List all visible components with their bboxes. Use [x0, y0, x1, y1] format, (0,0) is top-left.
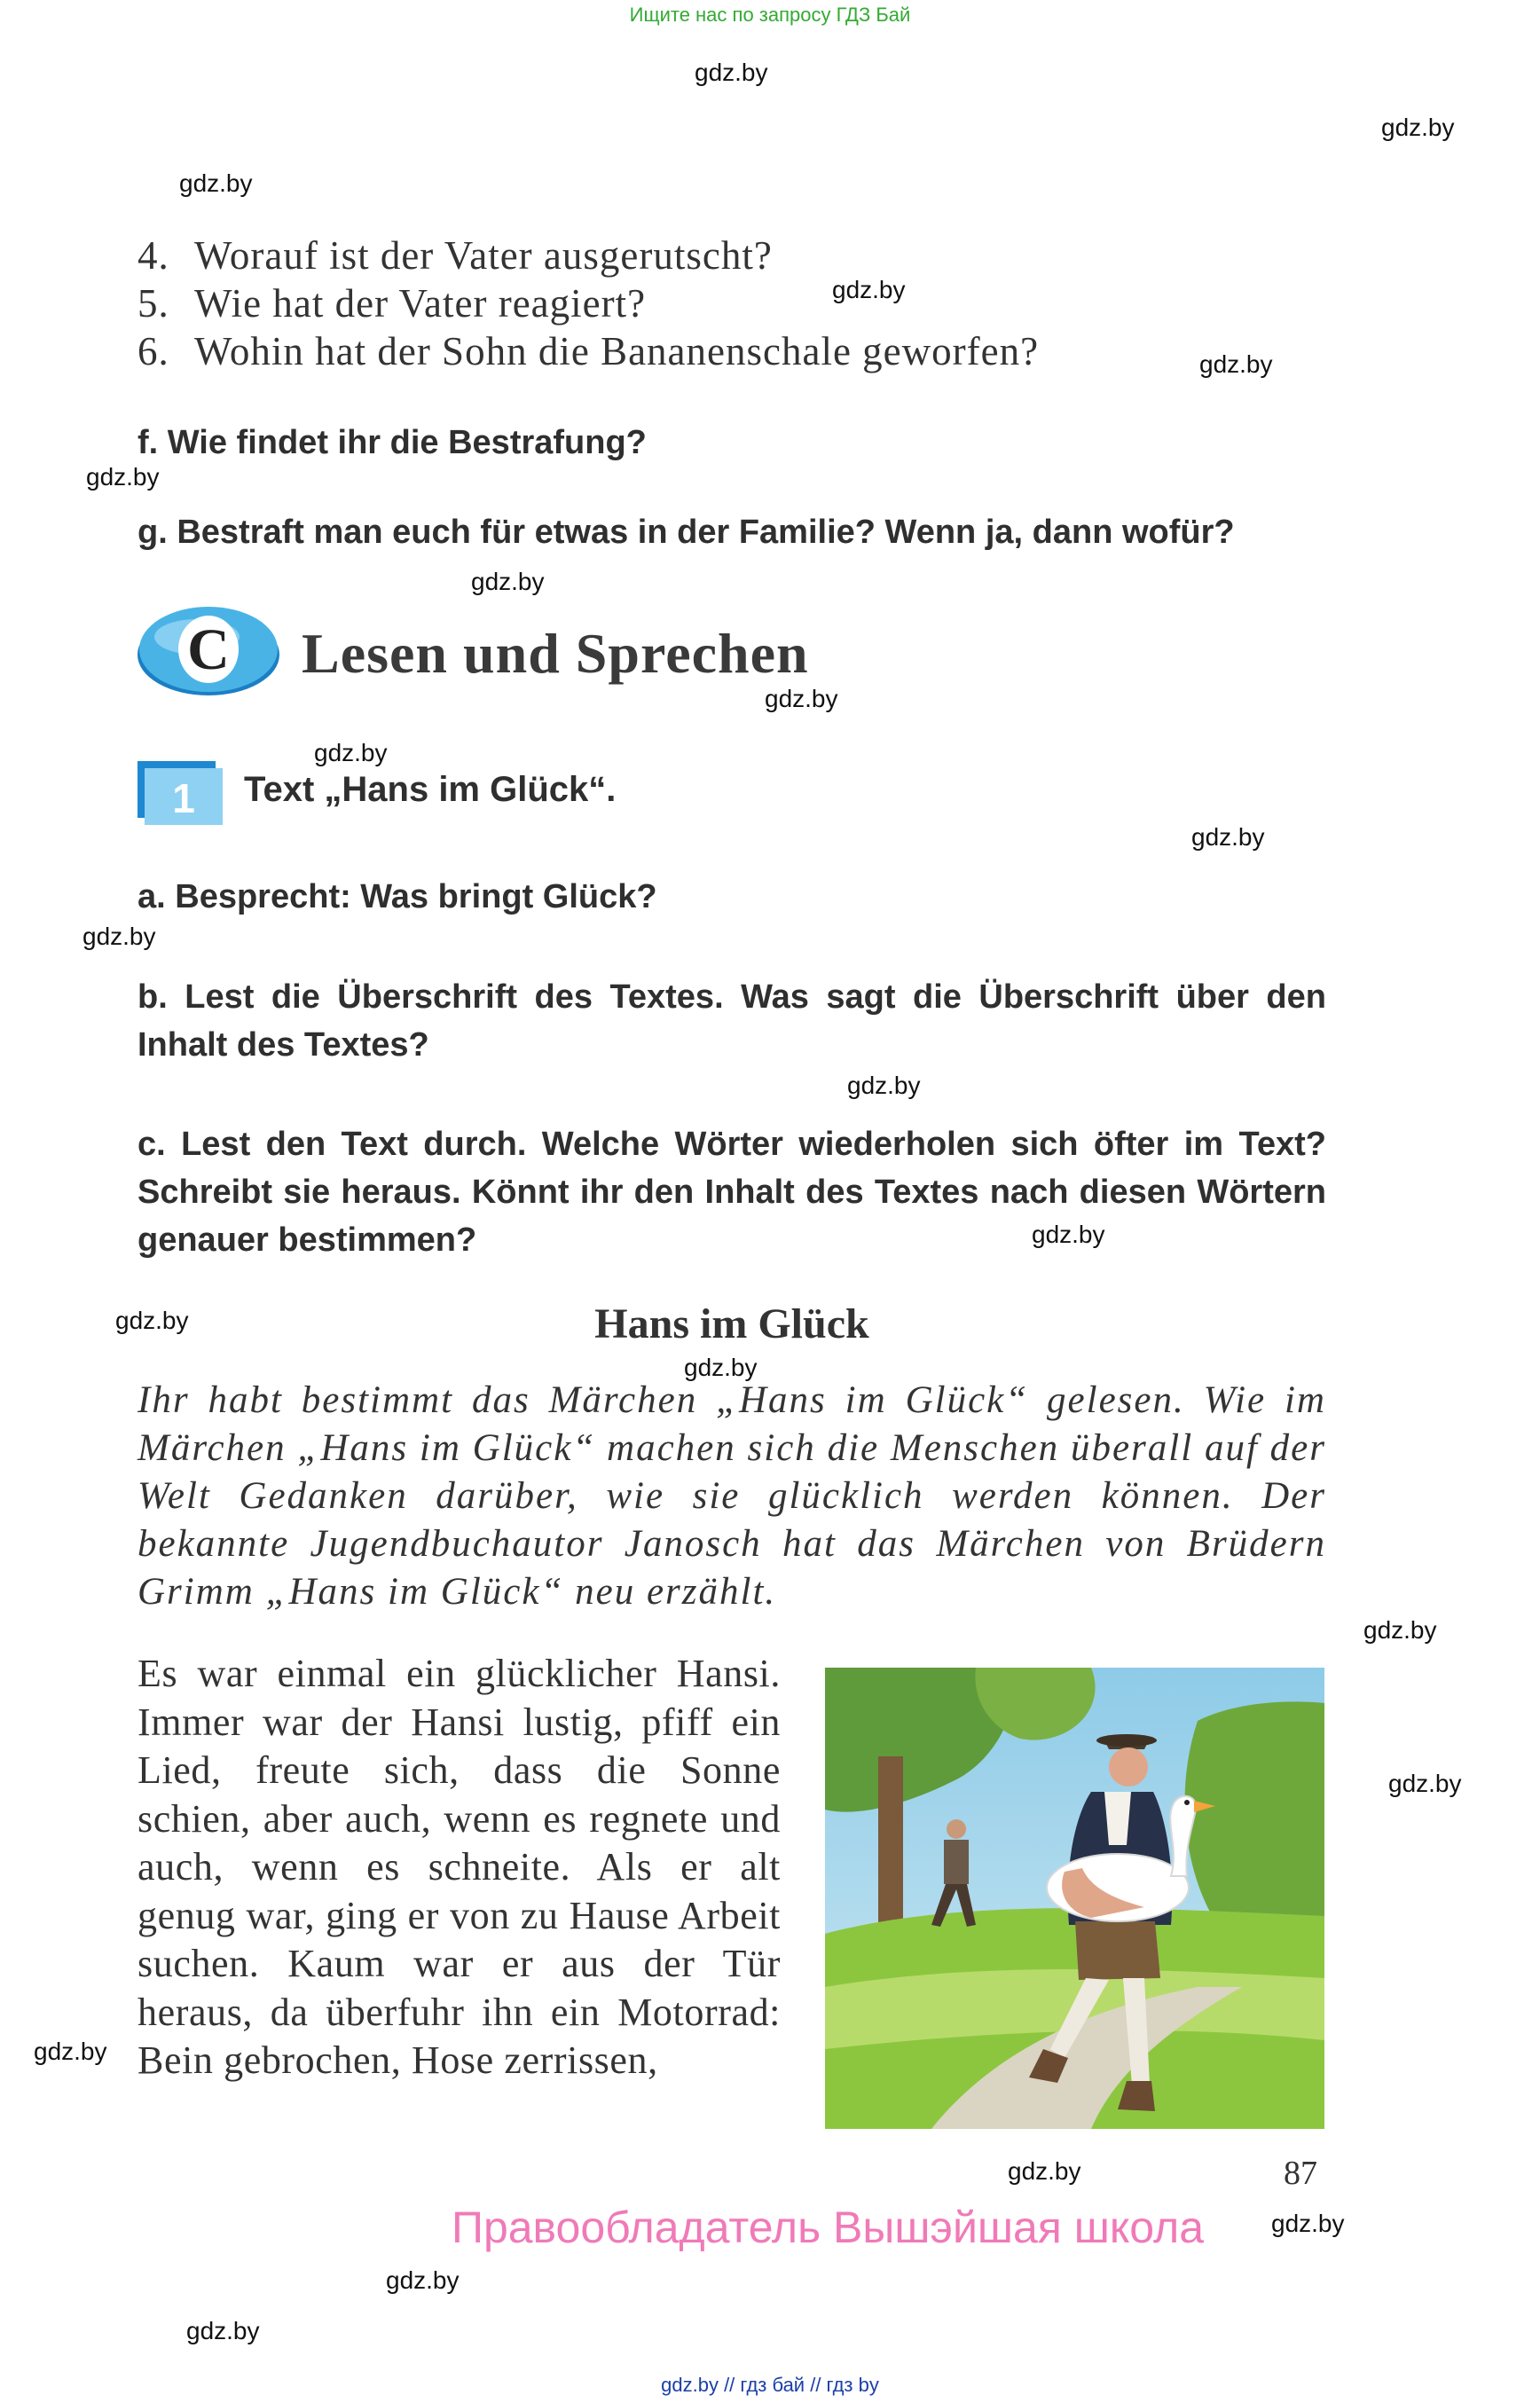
watermark: gdz.by — [1363, 1616, 1437, 1644]
watermark: gdz.by — [765, 685, 838, 712]
watermark: gdz.by — [386, 2266, 460, 2294]
exercise-number: 1 — [172, 775, 195, 821]
watermark: gdz.by — [832, 276, 906, 303]
watermark: gdz.by — [1199, 350, 1273, 378]
section-letter: C — [187, 617, 230, 682]
exercise-number-badge — [138, 761, 223, 825]
watermark: gdz.by — [1032, 1221, 1105, 1248]
watermark: gdz.by — [1381, 114, 1455, 141]
copyright-notice: Правообладатель Вышэйшая школа — [452, 2203, 1204, 2252]
task-c: c. Lest den Text durch. Welche Wörter wiederholen sich öfter im Text? Schreibt sie heraus. Könnt ihr den Inhalt des Textes nach diesen Wörtern genauer bestimmen? — [138, 1126, 1326, 1259]
page-number: 87 — [1284, 2155, 1317, 2192]
watermark: gdz.by — [847, 1072, 921, 1099]
top-banner[interactable]: Ищите нас по запросу ГДЗ Бай — [629, 4, 911, 26]
task-f: f. Wie findet ihr die Bestrafung? — [138, 424, 647, 461]
watermark: gdz.by — [1191, 823, 1265, 851]
watermark: gdz.by — [314, 739, 388, 766]
task-g: g. Bestraft man euch für etwas in der Familie? Wenn ja, dann wofür? — [138, 514, 1235, 551]
watermark: gdz.by — [34, 2038, 107, 2065]
hans-goose-illustration — [825, 1668, 1324, 2129]
question-item: 6. Wohin hat der Sohn die Bananenschale geworfen? — [138, 329, 1040, 373]
watermark: gdz.by — [1271, 2210, 1345, 2237]
watermark: gdz.by — [695, 59, 768, 86]
task-b: b. Lest die Überschrift des Textes. Was sagt die Überschrift über den Inhalt des Textes? — [138, 978, 1326, 1064]
watermark: gdz.by — [684, 1354, 758, 1381]
section-letter-badge — [135, 601, 282, 699]
watermark: gdz.by — [186, 2317, 260, 2344]
story-title: Hans im Glück — [594, 1300, 869, 1347]
story-body: Es war einmal ein glücklicher Hansi. Immer war der Hansi lustig, pfiff ein Lied, freute sich, dass die Sonne schien, aber auch, wenn es regnete und auch, wenn es schneite. Als er alt genug war, ging er von zu Hause Arbeit suchen. Kaum war er aus der Tür heraus, da überfuhr ihn ein Motorrad: Bein gebrochen, Hose zerrissen, — [138, 1652, 781, 2082]
section-title: Lesen und Sprechen — [302, 622, 809, 685]
watermark: gdz.by — [471, 568, 545, 595]
exercise-title: Text „Hans im Glück“. — [244, 770, 617, 809]
watermark: gdz.by — [86, 463, 160, 491]
question-item: 5. Wie hat der Vater reagiert? — [138, 281, 647, 326]
story-intro — [138, 1377, 1326, 1616]
watermark: gdz.by — [1388, 1770, 1462, 1797]
watermark: gdz.by — [1008, 2157, 1081, 2185]
task-a: a. Besprecht: Was bringt Glück? — [138, 878, 657, 915]
question-item: 4. Worauf ist der Vater ausgerutscht? — [138, 233, 773, 278]
footer-links[interactable]: gdz.by // гдз бай // гдз by — [661, 2374, 879, 2396]
watermark: gdz.by — [179, 169, 253, 197]
watermark: gdz.by — [82, 923, 156, 950]
watermark: gdz.by — [115, 1307, 189, 1334]
story-intro-text: Ihr habt bestimmt das Märchen „Hans im Glück“ gelesen. Wie im Märchen „Hans im Glück“ machen sich die Menschen überall auf der Welt Gedanken darüber, wie sie glücklich werden können. Der bekannte Jugendbuchautor Janosch hat das Märchen von Brüdern Grimm „Hans im Glück“ neu erzählt. — [138, 1379, 1326, 1613]
